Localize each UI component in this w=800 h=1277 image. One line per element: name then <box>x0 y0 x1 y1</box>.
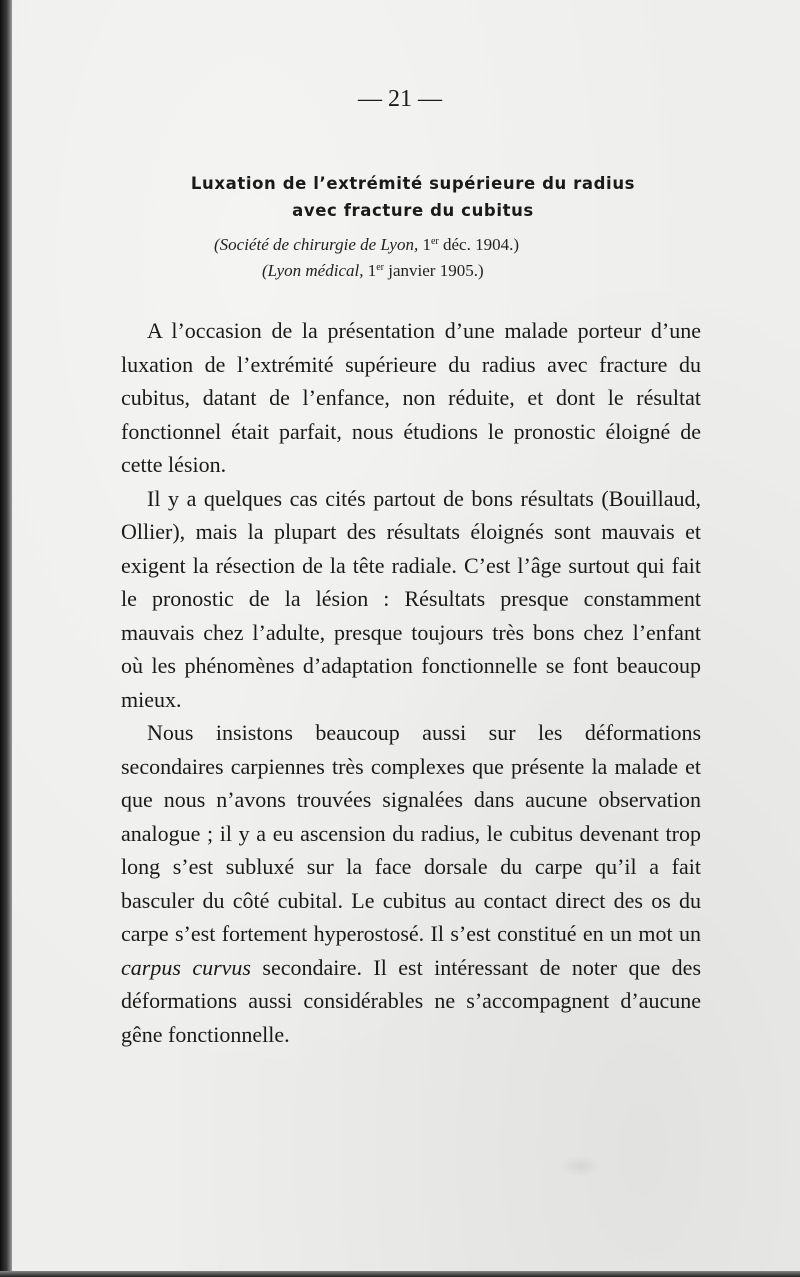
paragraph-3-latin-term: carpus curvus <box>121 954 251 980</box>
citation-lyon-date: janvier 1905.) <box>388 261 484 280</box>
paragraph-3-end: secondaire. Il est intéressant de noter que des déformations aussi considérables ne s’accompagnent d’aucune gêne fonctionnelle. <box>121 954 702 1047</box>
citation-lyon-medical <box>262 258 484 284</box>
citation-lyon-day: 1 <box>367 261 377 280</box>
citation-societe-date: déc. 1904.) <box>443 235 520 254</box>
bottom-edge-shadow <box>0 1271 800 1277</box>
paper-smudge <box>560 1155 600 1177</box>
paragraph-3-start: Nous insistons beaucoup aussi sur les déformations secondaires carpiennes très complexes que présente la malade et que nous n’avons trouvées signalées dans aucune observation analogue ; il y a eu ascension du radius, le cubitus devenant trop long s’est subluxé sur la face dorsale du carpe qu’il a fait basculer du côté cubital. Le cubitus au contact direct des os du carpe s’est fortement hyperostosé. Il s’est constitué en un mot un <box>121 720 701 946</box>
page-number: — 21 — <box>358 86 442 112</box>
paragraph-3 <box>121 716 701 1051</box>
citation-societe-journal: (Société de chirurgie de Lyon, <box>214 235 419 254</box>
citation-societe <box>214 232 519 258</box>
article-body <box>121 314 701 1051</box>
article-title-line-1: Luxation de l’extrémité supérieure du radius <box>190 174 636 193</box>
citation-lyon-journal: (Lyon médical, <box>262 261 364 280</box>
citation-lyon-ordinal: er <box>376 262 384 273</box>
citation-societe-ordinal: er <box>430 236 439 247</box>
citation-societe-day: 1 <box>422 235 431 254</box>
paragraph-2: Il y a quelques cas cités partout de bons résultats (Bouillaud, Ollier), mais la plupart des résultats éloignés sont mauvais et exigent la résection de la tête radiale. C’est l’âge surtout qui fait le pronostic de la lésion : Résultats presque constamment mauvais chez l’adulte, presque toujours très bons chez l’enfant où les phénomènes d’adaptation fonctionnelle se font beaucoup mieux. <box>121 485 701 712</box>
paragraph-1: A l’occasion de la présentation d’une malade porteur d’une luxation de l’extrémité supérieure du radius avec fracture du cubitus, datant de l’enfance, non réduite, et dont le résultat fonctionnel était parfait, nous étudions le pronostic éloigné de cette lésion. <box>121 318 701 477</box>
article-title-line-2: avec fracture du cubitus <box>292 201 534 220</box>
article-title <box>0 170 800 224</box>
